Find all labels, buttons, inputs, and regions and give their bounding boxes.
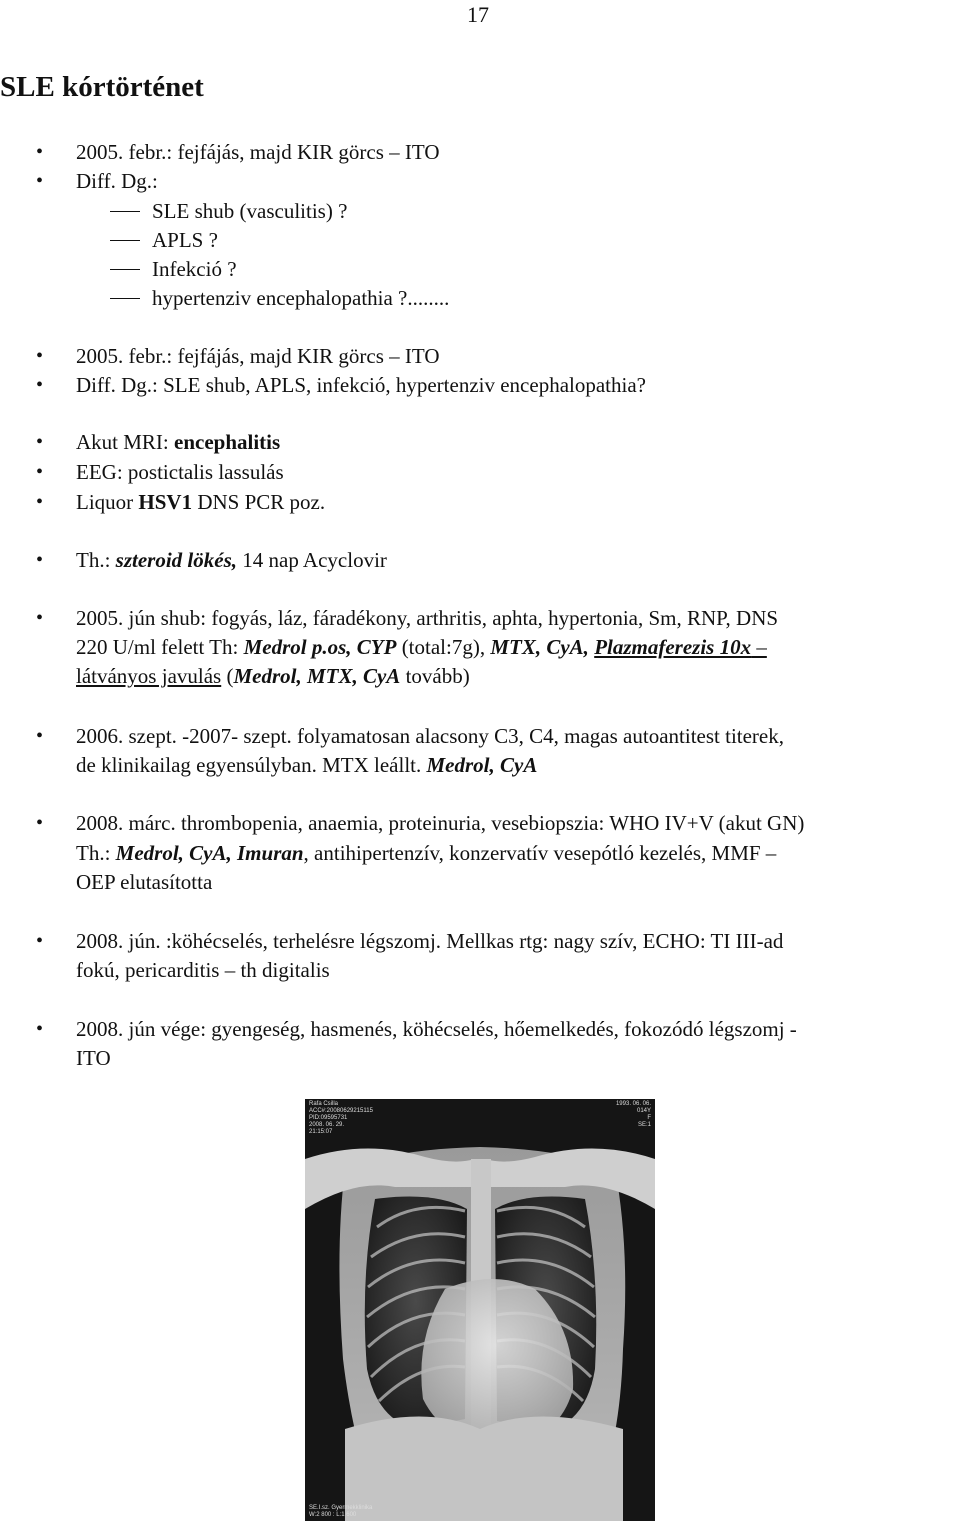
bullet-icon: • bbox=[36, 461, 44, 483]
dash-icon bbox=[110, 211, 140, 212]
bullet-icon: • bbox=[36, 491, 44, 513]
history-line: 2005. febr.: fejfájás, majd KIR görcs – ITO bbox=[76, 344, 440, 368]
bullet-icon: • bbox=[36, 374, 44, 396]
xray-patient-info: Rafa Csilla ACC#:20080629215115 PID:09595731 2008. 06. 29. 21:15:07 bbox=[309, 1101, 373, 1135]
dash-icon bbox=[110, 298, 140, 299]
bullet-icon: • bbox=[36, 725, 44, 747]
history-line: látványos javulás (Medrol, MTX, CyA tovább) bbox=[76, 664, 470, 688]
bullet-icon: • bbox=[36, 812, 44, 834]
history-line: Th.: szteroid lökés, 14 nap Acyclovir bbox=[76, 548, 387, 572]
page-number: 17 bbox=[467, 2, 489, 27]
history-line: Diff. Dg.: SLE shub, APLS, infekció, hypertenziv encephalopathia? bbox=[76, 373, 646, 397]
history-line: Diff. Dg.: bbox=[76, 169, 158, 193]
bullet-icon: • bbox=[36, 170, 44, 192]
chest-xray-image bbox=[305, 1099, 655, 1521]
history-line: fokú, pericarditis – th digitalis bbox=[76, 958, 330, 982]
history-line: Liquor HSV1 DNS PCR poz. bbox=[76, 490, 326, 514]
xray-study-info: 1993. 06. 06. 014Y F SE:1 bbox=[615, 1101, 651, 1128]
bullet-icon: • bbox=[36, 607, 44, 629]
diff-dg-item: hypertenziv encephalopathia ?........ bbox=[152, 286, 450, 310]
diff-dg-item: Infekció ? bbox=[152, 257, 237, 281]
history-line: 2005. jún shub: fogyás, láz, fáradékony, arthritis, aphta, hypertonia, Sm, RNP, DNS bbox=[76, 606, 779, 630]
page-title: SLE kórtörténet bbox=[0, 71, 204, 103]
diff-dg-item: APLS ? bbox=[152, 228, 218, 252]
bullet-icon: • bbox=[36, 141, 44, 163]
diff-dg-item: SLE shub (vasculitis) ? bbox=[152, 199, 348, 223]
chest-xray-drawing bbox=[305, 1099, 655, 1521]
history-line: 2006. szept. -2007- szept. folyamatosan alacsony C3, C4, magas autoantitest titerek, bbox=[76, 724, 784, 748]
xray-institution-info: SE.I.sz. Gyermekklinika W:2 800 : L:1 600 bbox=[309, 1505, 373, 1518]
history-line: 2005. febr.: fejfájás, majd KIR görcs – ITO bbox=[76, 140, 440, 164]
history-line: 2008. jún vége: gyengeség, hasmenés, köhécselés, hőemelkedés, fokozódó légszomj - bbox=[76, 1017, 797, 1041]
history-line: Akut MRI: encephalitis bbox=[76, 430, 281, 454]
history-line: EEG: postictalis lassulás bbox=[76, 460, 284, 484]
history-line: OEP elutasította bbox=[76, 870, 213, 894]
history-line: Th.: Medrol, CyA, Imuran, antihipertenzív, konzervatív vesepótló kezelés, MMF – bbox=[76, 841, 777, 865]
bullet-icon: • bbox=[36, 930, 44, 952]
bullet-icon: • bbox=[36, 549, 44, 571]
bullet-icon: • bbox=[36, 345, 44, 367]
history-line: 2008. márc. thrombopenia, anaemia, proteinuria, vesebiopszia: WHO IV+V (akut GN) bbox=[76, 811, 805, 835]
bullet-icon: • bbox=[36, 431, 44, 453]
bullet-icon: • bbox=[36, 1018, 44, 1040]
history-line: ITO bbox=[76, 1046, 111, 1070]
dash-icon bbox=[110, 269, 140, 270]
history-line: 2008. jún. :köhécselés, terhelésre légszomj. Mellkas rtg: nagy szív, ECHO: TI III-ad bbox=[76, 929, 784, 953]
dash-icon bbox=[110, 240, 140, 241]
history-line: de klinikailag egyensúlyban. MTX leállt. Medrol, CyA bbox=[76, 753, 538, 777]
history-line: 220 U/ml felett Th: Medrol p.os, CYP (total:7g), MTX, CyA, Plazmaferezis 10x – bbox=[76, 635, 767, 659]
